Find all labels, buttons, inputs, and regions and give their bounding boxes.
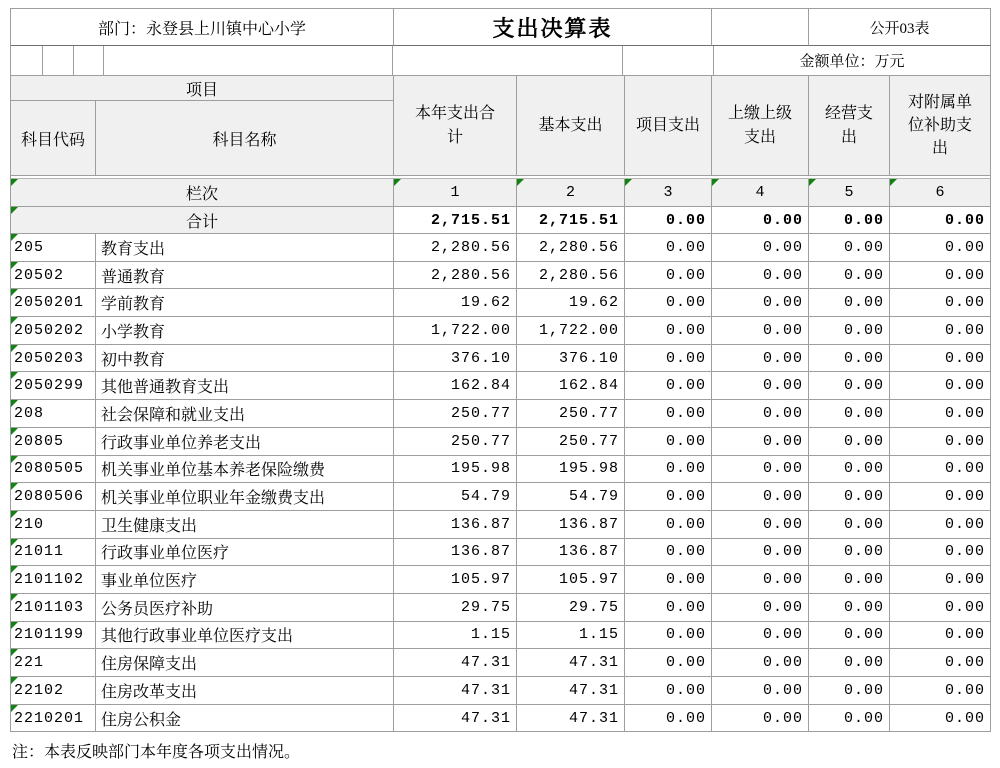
empty-cell	[43, 46, 74, 76]
subject-name-cell: 行政事业单位医疗	[96, 539, 394, 567]
value-cell: 0.00	[809, 594, 890, 622]
cell-flag-icon	[11, 289, 18, 296]
table-row	[11, 262, 991, 290]
col-header-subsidy-to-affiliates: 对附属单位补助支出	[890, 76, 991, 176]
value-cell: 0.00	[712, 317, 809, 345]
value-cell: 0.00	[625, 372, 712, 400]
value-cell: 0.00	[890, 705, 991, 733]
value-cell: 0.00	[712, 566, 809, 594]
value-cell: 0.00	[712, 428, 809, 456]
value-cell: 0.00	[712, 594, 809, 622]
subject-code-cell: 2050202	[11, 317, 96, 345]
spreadsheet-page	[0, 8, 1000, 762]
value-cell: 0.00	[712, 234, 809, 262]
col-header-total-expenditure: 本年支出合计	[394, 76, 517, 176]
column-number-cell: 6	[890, 179, 991, 207]
value-cell: 0.00	[625, 400, 712, 428]
project-group-header: 项目	[11, 76, 394, 101]
empty-cell	[623, 46, 714, 76]
empty-cell	[712, 9, 809, 46]
value-cell: 195.98	[394, 456, 517, 484]
subject-code-cell: 2101103	[11, 594, 96, 622]
value-cell: 0.00	[712, 511, 809, 539]
value-cell: 136.87	[517, 511, 625, 539]
column-number-cell: 3	[625, 179, 712, 207]
value-cell: 0.00	[712, 400, 809, 428]
cell-flag-icon	[11, 179, 18, 186]
table-row	[11, 483, 991, 511]
empty-cell	[104, 46, 393, 76]
value-cell: 0.00	[809, 622, 890, 650]
value-cell: 19.62	[394, 289, 517, 317]
value-cell: 47.31	[394, 649, 517, 677]
subject-name-cell: 初中教育	[96, 345, 394, 373]
total-row	[11, 207, 991, 234]
cell-flag-icon	[11, 262, 18, 269]
subject-name-cell: 社会保障和就业支出	[96, 400, 394, 428]
cell-flag-icon	[11, 677, 18, 684]
value-cell: 0.00	[809, 649, 890, 677]
value-cell: 0.00	[890, 622, 991, 650]
value-cell: 376.10	[394, 345, 517, 373]
value-cell: 0.00	[809, 539, 890, 567]
cell-flag-icon	[11, 594, 18, 601]
cell-flag-icon	[11, 428, 18, 435]
project-header-stack	[11, 76, 394, 176]
subject-code-cell: 2050201	[11, 289, 96, 317]
value-cell: 0.00	[625, 539, 712, 567]
subject-code-cell: 2050299	[11, 372, 96, 400]
value-cell: 0.00	[712, 622, 809, 650]
column-number-cell: 5	[809, 179, 890, 207]
value-cell: 0.00	[809, 262, 890, 290]
empty-cell	[74, 46, 104, 76]
value-cell: 376.10	[517, 345, 625, 373]
table-row	[11, 372, 991, 400]
cell-flag-icon	[11, 372, 18, 379]
subject-code-cell: 205	[11, 234, 96, 262]
cell-flag-icon	[11, 456, 18, 463]
subject-name-cell: 其他行政事业单位医疗支出	[96, 622, 394, 650]
value-cell: 250.77	[394, 428, 517, 456]
value-cell: 1,722.00	[394, 317, 517, 345]
value-cell: 0.00	[890, 428, 991, 456]
value-cell: 0.00	[890, 345, 991, 373]
table-row	[11, 511, 991, 539]
value-cell: 0.00	[712, 677, 809, 705]
value-cell: 0.00	[712, 539, 809, 567]
table-row	[11, 539, 991, 567]
value-cell: 2,280.56	[394, 234, 517, 262]
unit-row	[11, 46, 991, 76]
value-cell: 1.15	[394, 622, 517, 650]
value-cell: 0.00	[809, 456, 890, 484]
subject-code-cell: 2050203	[11, 345, 96, 373]
value-cell: 0.00	[625, 234, 712, 262]
value-cell: 195.98	[517, 456, 625, 484]
value-cell: 1.15	[517, 622, 625, 650]
subject-name-cell: 机关事业单位基本养老保险缴费	[96, 456, 394, 484]
value-cell: 2,280.56	[517, 262, 625, 290]
value-cell: 0.00	[625, 594, 712, 622]
table-row	[11, 289, 991, 317]
value-cell: 0.00	[890, 372, 991, 400]
subject-code-cell: 2210201	[11, 705, 96, 733]
value-cell: 54.79	[394, 483, 517, 511]
value-cell: 0.00	[712, 649, 809, 677]
lanci-row	[11, 179, 991, 207]
value-cell: 47.31	[517, 705, 625, 733]
col-header-basic-expenditure: 基本支出	[517, 76, 625, 176]
value-cell: 0.00	[890, 400, 991, 428]
table-row	[11, 594, 991, 622]
subject-name-cell: 住房改革支出	[96, 677, 394, 705]
value-cell: 54.79	[517, 483, 625, 511]
cell-flag-icon	[11, 483, 18, 490]
value-cell: 0.00	[712, 483, 809, 511]
value-cell: 0.00	[809, 705, 890, 733]
total-value-cell: 2,715.51	[517, 207, 625, 234]
value-cell: 47.31	[517, 649, 625, 677]
col-header-project-expenditure: 项目支出	[625, 76, 712, 176]
value-cell: 19.62	[517, 289, 625, 317]
department-label: 部门：永登县上川镇中心小学	[11, 9, 394, 46]
cell-flag-icon	[11, 566, 18, 573]
value-cell: 0.00	[712, 456, 809, 484]
cell-flag-icon	[394, 179, 401, 186]
title-row	[11, 9, 991, 46]
col-header-subject-name: 科目名称	[96, 101, 394, 176]
value-cell: 0.00	[712, 289, 809, 317]
table-body	[11, 234, 991, 732]
value-cell: 0.00	[890, 566, 991, 594]
cell-flag-icon	[11, 705, 18, 712]
subject-name-cell: 事业单位医疗	[96, 566, 394, 594]
col-header-subject-code: 科目代码	[11, 101, 96, 176]
value-cell: 0.00	[890, 317, 991, 345]
cell-flag-icon	[11, 345, 18, 352]
unit-label: 金额单位：万元	[714, 46, 991, 76]
value-cell: 0.00	[890, 511, 991, 539]
subject-name-cell: 行政事业单位养老支出	[96, 428, 394, 456]
cell-flag-icon	[11, 234, 18, 241]
value-cell: 0.00	[809, 234, 890, 262]
value-cell: 136.87	[394, 511, 517, 539]
value-cell: 0.00	[809, 345, 890, 373]
table-row	[11, 317, 991, 345]
subject-name-cell: 教育支出	[96, 234, 394, 262]
value-cell: 105.97	[394, 566, 517, 594]
value-cell: 0.00	[890, 456, 991, 484]
value-cell: 0.00	[625, 428, 712, 456]
value-cell: 0.00	[809, 483, 890, 511]
value-cell: 162.84	[517, 372, 625, 400]
total-value-cell: 0.00	[625, 207, 712, 234]
value-cell: 0.00	[890, 539, 991, 567]
subject-name-cell: 住房保障支出	[96, 649, 394, 677]
value-cell: 0.00	[625, 677, 712, 705]
value-cell: 0.00	[809, 677, 890, 705]
cell-flag-icon	[890, 179, 897, 186]
subject-code-cell: 2080506	[11, 483, 96, 511]
table-row	[11, 428, 991, 456]
cell-flag-icon	[11, 539, 18, 546]
footer-note: 注：本表反映部门本年度各项支出情况。	[12, 744, 301, 762]
value-cell: 250.77	[394, 400, 517, 428]
subject-name-cell: 卫生健康支出	[96, 511, 394, 539]
column-number-cell: 2	[517, 179, 625, 207]
col-header-upward-payment: 上缴上级支出	[712, 76, 809, 176]
table-row	[11, 622, 991, 650]
table-row	[11, 705, 991, 733]
table-row	[11, 400, 991, 428]
column-header-block	[11, 76, 991, 176]
value-cell: 0.00	[625, 483, 712, 511]
table-row	[11, 649, 991, 677]
subject-code-cell: 22102	[11, 677, 96, 705]
value-cell: 105.97	[517, 566, 625, 594]
value-cell: 0.00	[809, 511, 890, 539]
cell-flag-icon	[11, 207, 18, 214]
value-cell: 47.31	[394, 705, 517, 733]
value-cell: 0.00	[625, 345, 712, 373]
value-cell: 1,722.00	[517, 317, 625, 345]
empty-cell	[11, 46, 43, 76]
subject-name-cell: 小学教育	[96, 317, 394, 345]
value-cell: 0.00	[809, 372, 890, 400]
table-row	[11, 456, 991, 484]
value-cell: 0.00	[625, 566, 712, 594]
value-cell: 0.00	[625, 622, 712, 650]
value-cell: 136.87	[517, 539, 625, 567]
value-cell: 162.84	[394, 372, 517, 400]
cell-flag-icon	[11, 622, 18, 629]
subject-name-cell: 住房公积金	[96, 705, 394, 733]
value-cell: 2,280.56	[517, 234, 625, 262]
column-number-cell: 4	[712, 179, 809, 207]
value-cell: 0.00	[712, 345, 809, 373]
value-cell: 136.87	[394, 539, 517, 567]
cell-flag-icon	[625, 179, 632, 186]
value-cell: 250.77	[517, 400, 625, 428]
subject-name-cell: 学前教育	[96, 289, 394, 317]
value-cell: 0.00	[625, 456, 712, 484]
subject-code-cell: 20805	[11, 428, 96, 456]
subject-code-cell: 221	[11, 649, 96, 677]
value-cell: 0.00	[625, 262, 712, 290]
value-cell: 0.00	[712, 372, 809, 400]
value-cell: 0.00	[890, 289, 991, 317]
value-cell: 0.00	[712, 705, 809, 733]
table-row	[11, 677, 991, 705]
value-cell: 0.00	[890, 594, 991, 622]
subject-name-cell: 其他普通教育支出	[96, 372, 394, 400]
value-cell: 0.00	[809, 400, 890, 428]
table-row	[11, 345, 991, 373]
value-cell: 0.00	[625, 511, 712, 539]
table-row	[11, 234, 991, 262]
total-value-cell: 0.00	[890, 207, 991, 234]
value-cell: 47.31	[517, 677, 625, 705]
value-cell: 0.00	[809, 289, 890, 317]
value-cell: 0.00	[890, 483, 991, 511]
subject-name-cell: 普通教育	[96, 262, 394, 290]
value-cell: 0.00	[625, 289, 712, 317]
subject-code-cell: 2080505	[11, 456, 96, 484]
cell-flag-icon	[11, 317, 18, 324]
empty-cell	[393, 46, 623, 76]
cell-flag-icon	[712, 179, 719, 186]
subject-name-cell: 公务员医疗补助	[96, 594, 394, 622]
subject-code-cell: 20502	[11, 262, 96, 290]
value-cell: 0.00	[712, 262, 809, 290]
value-cell: 47.31	[394, 677, 517, 705]
value-cell: 0.00	[890, 234, 991, 262]
value-cell: 0.00	[890, 649, 991, 677]
value-cell: 0.00	[625, 317, 712, 345]
cell-flag-icon	[11, 400, 18, 407]
value-cell: 0.00	[625, 705, 712, 733]
value-cell: 0.00	[809, 317, 890, 345]
table-code-label: 公开03表	[809, 9, 991, 46]
lanci-label: 栏次	[11, 179, 394, 207]
subject-code-cell: 210	[11, 511, 96, 539]
value-cell: 0.00	[890, 262, 991, 290]
value-cell: 0.00	[809, 566, 890, 594]
table-row	[11, 566, 991, 594]
value-cell: 29.75	[517, 594, 625, 622]
subject-name-cell: 机关事业单位职业年金缴费支出	[96, 483, 394, 511]
value-cell: 0.00	[809, 428, 890, 456]
total-value-cell: 2,715.51	[394, 207, 517, 234]
subject-code-cell: 2101199	[11, 622, 96, 650]
total-value-cell: 0.00	[712, 207, 809, 234]
subject-code-cell: 21011	[11, 539, 96, 567]
total-label: 合计	[11, 207, 394, 234]
subject-code-cell: 2101102	[11, 566, 96, 594]
cell-flag-icon	[517, 179, 524, 186]
column-number-cell: 1	[394, 179, 517, 207]
col-header-operating-expenditure: 经营支出	[809, 76, 890, 176]
total-value-cell: 0.00	[809, 207, 890, 234]
value-cell: 250.77	[517, 428, 625, 456]
expenditure-table	[10, 8, 991, 732]
value-cell: 0.00	[625, 649, 712, 677]
cell-flag-icon	[809, 179, 816, 186]
value-cell: 29.75	[394, 594, 517, 622]
value-cell: 0.00	[890, 677, 991, 705]
value-cell: 2,280.56	[394, 262, 517, 290]
cell-flag-icon	[11, 511, 18, 518]
subject-code-cell: 208	[11, 400, 96, 428]
table-title: 支出决算表	[394, 9, 712, 46]
cell-flag-icon	[11, 649, 18, 656]
